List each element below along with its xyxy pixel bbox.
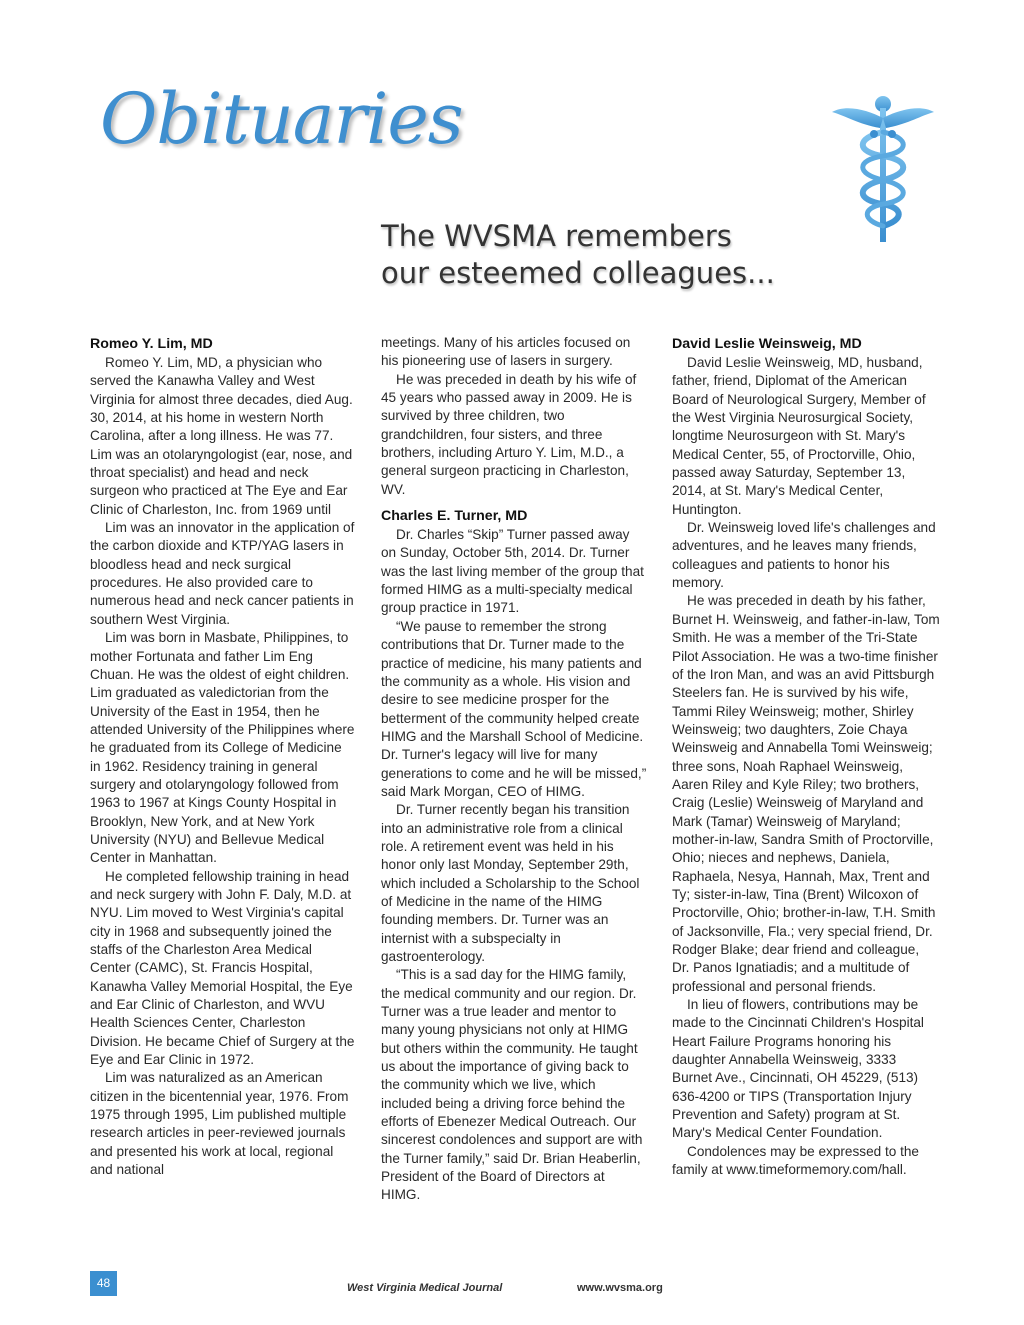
obituary-heading: David Leslie Weinsweig, MD	[672, 336, 862, 352]
page-number: 48	[90, 1271, 117, 1296]
masthead-title: Obituaries	[100, 78, 463, 160]
subheading	[381, 218, 775, 292]
obituary-paragraph: “We pause to remember the strong contributions that Dr. Turner made to the practice of medicine, his many patients and the community as a whole. His vision and desire to see medicine prosper for the betterment of the community helped create HIMG and the Marshall School of Medicine. Dr. Turner's legacy will live for many generations to come and he will be missed,” said Mark Morgan, CEO of HIMG.	[381, 618, 647, 799]
obituary-paragraph: In lieu of flowers, contributions may be made to the Cincinnati Children's Hospital Heart Failure Programs honoring his daughter Annabella Weinsweig, 3333 Burnet Ave., Cincinnati, OH 45229, (513) 636-4200 or TIPS (Transportation Injury Prevention and Safety) program at St. Mary's Medical Center Foundation.	[672, 997, 924, 1141]
column-middle	[381, 334, 647, 1205]
obituary-paragraph: Lim was born in Masbate, Philippines, to mother Fortunata and father Lim Eng Chuan. He was the oldest of eight children. Lim graduated as valedictorian from the University of the East in 1954, then he attended University of the Philippines where he graduated from its College of Medicine in 1962. Residency training in general surgery and otolaryngology followed from 1963 to 1967 at Kings County Hospital in Brooklyn, New York, and at New York University (NYU) and Bellevue Medical Center in Manhattan.	[90, 630, 355, 866]
obituary-paragraph: Dr. Weinsweig loved life's challenges and adventures, and he leaves many friends, colleagues and patients to honor his memory.	[672, 520, 936, 591]
obituary-paragraph: He completed fellowship training in head and neck surgery with John F. Daly, M.D. at NYU. Lim moved to West Virginia's capital city in 1968 and subsequently joined the staffs of the Charleston Area Medical Center (CAMC), St. Francis Hospital, Kanawha Valley Memorial Hospital, the Eye and Ear Clinic of Charleston, and WVU Health Sciences Center, Charleston Division. He became Chief of Surgery at the Eye and Ear Clinic in 1972.	[90, 868, 355, 1068]
subheading-line-2: our esteemed colleagues...	[381, 256, 775, 290]
obituary-paragraph: Lim was naturalized as an American citizen in the bicentennial year, 1976. From 1975 through 1995, Lim published multiple research articles in peer-reviewed journals and presented his work at local, regional and national	[90, 1070, 349, 1178]
obituary-heading: Charles E. Turner, MD	[381, 508, 528, 525]
column-left	[90, 334, 355, 1179]
subheading-line-1: The WVSMA remembers	[381, 219, 732, 253]
section-spacer	[381, 499, 647, 506]
obituary-paragraph: “This is a sad day for the HIMG family, the medical community and our region. Dr. Turner was a true leader and mentor to many young physicians not only at HIMG but others within the community. He taught us about the importance of giving back to the community which we live, which included being a driving force behind the efforts of Ebenezer Medical Outreach. Our sincerest condolences and support are with the Turner family,” said Dr. Brian Heaberlin, President of the Board of Directors at HIMG.	[381, 967, 643, 1203]
caduceus-icon	[828, 94, 938, 244]
obituary-paragraph: Dr. Turner recently began his transition into an administrative role from a clinical role. A retirement event was held in his honor only last Monday, September 29th, which included a Scholarship to the School of Medicine in the name of the HIMG founding members. Dr. Turner was an internist with a subspecialty in gastroenterology.	[381, 802, 640, 964]
obituary-heading: Romeo Y. Lim, MD	[90, 336, 213, 352]
obituary-paragraph: Lim was an innovator in the application of the carbon dioxide and KTP/YAG lasers in bloodless head and neck surgical procedures. He also provided care to numerous head and neck cancer patients in southern West Virginia.	[90, 520, 355, 627]
obituary-paragraph: Condolences may be expressed to the family at www.timeformemory.com/hall.	[672, 1143, 919, 1178]
obituary-paragraph: He was preceded in death by his wife of 45 years who passed away in 2009. He is survived by three children, two grandchildren, four sisters, and three brothers, including Arturo Y. Lim, M.D., a general surgeon practicing in Charleston, WV.	[381, 371, 637, 497]
obituary-paragraph: He was preceded in death by his father, Burnet H. Weinsweig, and father-in-law, Tom Smith. He was a member of the Tri-State Pilot Association. He was a two-time finisher of the Iron Man, and was an avid Pittsburgh Steelers fan. He is survived by his wife, Tammi Riley Weinsweig; mother, Shirley Weinsweig; two daughters, Zoie Chaya Weinsweig and Annabella Tomi Weinsweig; three sons, Noah Raphael Weinsweig, Aaren Riley and Kyle Riley; two brothers, Craig (Leslie) Weinsweig of Maryland and Mark (Tamar) Weinsweig of Maryland; mother-in-law, Sandra Smith of Proctorville, Ohio; nieces and nephews, Daniela, Raphaela, Nesya, Hannah, Max, Trent and Ty; sister-in-law, Tina (Brent) Wilcoxon of Proctorville, Ohio; brother-in-law, T.H. Smith of Jacksonville, Fla.; very special friend, Dr. Rodger Blake; dear friend and colleague, Dr. Panos Ignatiadis; and a multitude of professional and personal friends.	[672, 593, 940, 994]
obituary-paragraph: Romeo Y. Lim, MD, a physician who served the Kanawha Valley and West Virginia for almost three decades, died Aug. 30, 2014, at his home in western North Carolina, after a long illness. He was 77. Lim was an otolaryngologist (ear, nose, and throat specialist) and head and neck surgeon who practiced at The Eye and Ear Clinic of Charleston, Inc. from 1969 until	[90, 355, 353, 517]
column-right	[672, 334, 940, 1179]
website-link[interactable]: www.wvsma.org	[577, 1282, 663, 1294]
obituary-paragraph: meetings. Many of his articles focused on his pioneering use of lasers in surgery.	[381, 335, 631, 369]
obituary-paragraph: Dr. Charles “Skip” Turner passed away on Sunday, October 5th, 2014. Dr. Turner was the last living member of the group that formed HIMG as a multi-specialty medical group practice in 1971.	[381, 527, 644, 616]
obituary-paragraph: David Leslie Weinsweig, MD, husband, father, friend, Diplomat of the American Board of Neurological Surgery, Member of the West Virginia Neurosurgical Society, longtime Neurosurgeon with St. Mary's Medical Center, 55, of Proctorville, Ohio, passed away Saturday, September 13, 2014, at St. Mary's Medical Center, Huntington.	[672, 355, 926, 517]
journal-name: West Virginia Medical Journal	[347, 1282, 503, 1294]
